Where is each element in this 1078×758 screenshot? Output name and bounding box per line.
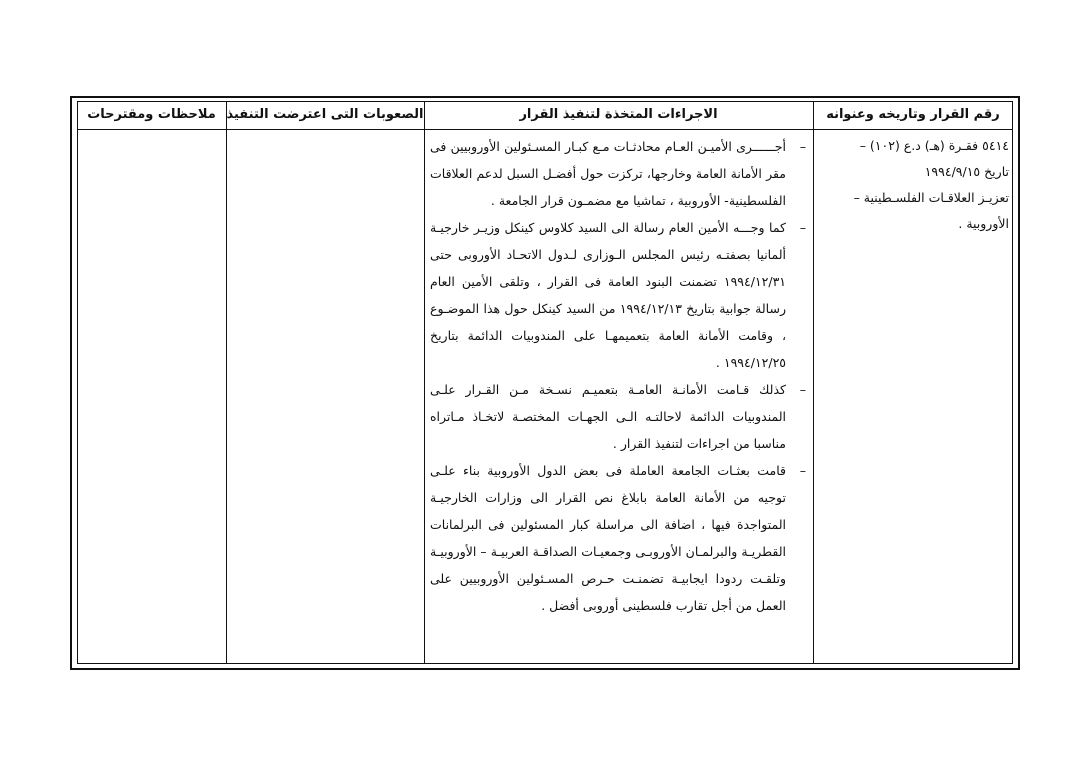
action-text: أجــــــرى الأميـن العـام محادثـات مـع كبـار المسـئولين الأوروبيين فى مقر الأمانة العامة وخارجها، تركزت حول أفضـل السبل لدعم العلاقات الفلسطينية- الأوروبية ، تماشيا مع مضمـون قرار الجامعة . xyxy=(430,139,786,208)
decision-title: تعزيـز العلاقـات الفلسـطينية – xyxy=(853,190,1009,205)
column-divider xyxy=(424,101,425,664)
action-item xyxy=(430,214,808,376)
header-actions: الاجراءات المتخذة لتنفيذ القرار xyxy=(519,107,718,122)
decision-date: تاريخ ١٩٩٤/٩/١٥ xyxy=(924,164,1009,179)
header-row-divider xyxy=(77,129,1013,130)
decision-title-continued: الأوروبية . xyxy=(958,216,1009,231)
column-divider xyxy=(226,101,227,664)
actions-cell xyxy=(430,133,808,619)
action-text: قامت بعثـات الجامعة العاملة فى بعض الدول الأوروبية بناء علـى توجيه من الأمانة العامة بابلاغ نص القرار الى وزارات الخارجيـة المتواجدة فيها ، اضافة الى مراسلة كبار المسئولين فى البرلمانات القطريـة والبرلمـان الأوروبـى وجمعيـات الصداقـة العربيـة – الأوروبيـة وتلقـت ردودا ايجابيـة تضمنـت حـرص المسـئولين الأوروبيين على العمل من أجل تقارب فلسطينى أوروبى أفضل . xyxy=(430,463,786,613)
action-item xyxy=(430,457,808,619)
bullet-dash: – xyxy=(799,220,806,235)
header-notes: ملاحظات ومقترحات xyxy=(87,107,216,122)
bullet-dash: – xyxy=(799,139,806,154)
bullet-dash: – xyxy=(799,463,806,478)
action-item xyxy=(430,133,808,214)
header-decision: رقم القرار وتاريخه وعنوانه xyxy=(826,107,1000,122)
decision-number: ٥٤١٤ فقـرة (هـ) د.ع (١٠٢) – xyxy=(859,138,1009,153)
header-difficulties: الصعوبات التى اعترضت التنفيذ xyxy=(226,107,424,122)
action-item xyxy=(430,376,808,457)
decision-cell xyxy=(818,133,1009,237)
action-text: كما وجـــه الأمين العام رسالة الى السيد كلاوس كينكل وزيـر خارجيـة ألمانيا بصفتـه رئيس المجلس الـوزارى لـدول الاتحـاد الأوروبى حتى ١٩٩٤/١٢/٣١ تضمنت البنود العامة فى القرار ، وتلقى الأمين العام رسالة جوابية بتاريخ ١٩٩٤/١٢/١٣ من السيد كينكل حول هذا الموضـوع ، وقامت الأمانة العامة بتعميمهـا على المندوبيات الدائمة بتاريخ ١٩٩٤/١٢/٢٥ . xyxy=(430,220,786,370)
column-divider xyxy=(813,101,814,664)
bullet-dash: – xyxy=(799,382,806,397)
action-text: كذلك قـامت الأمانـة العامـة بتعميـم نسـخة مـن القـرار علـى المندوبيات الدائمة لاحالتـه الـى الجهـات المختصـة لاتخـاذ مـاتراه مناسبا من اجراءات لتنفيذ القرار . xyxy=(430,382,786,451)
